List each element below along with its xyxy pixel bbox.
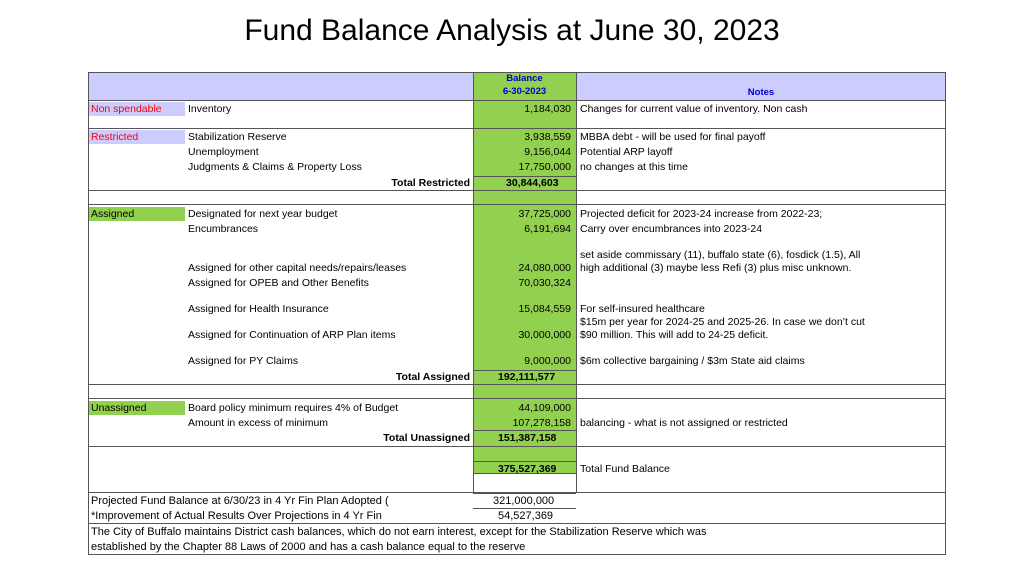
row-value: 3,938,559	[524, 131, 571, 143]
improvement-value: 54,527,369	[498, 510, 554, 522]
row-note: Projected deficit for 2023-24 increase from 2022-23;	[580, 208, 823, 220]
row-value: 9,156,044	[524, 146, 571, 158]
page-title: Fund Balance Analysis at June 30, 2023	[244, 14, 780, 47]
balance-header: Balance	[506, 73, 543, 84]
notes-header: Notes	[747, 87, 775, 98]
row-note: $90 million. This will add to 24-25 deficit.	[580, 329, 769, 341]
row-label: Assigned for Continuation of ARP Plan items	[188, 329, 396, 341]
row-value: 30,000,000	[518, 329, 571, 341]
total-unassigned-label: Total Unassigned	[383, 432, 470, 444]
footer-note-line1: The City of Buffalo maintains District cash balances, which do not earn interest, except for the Stabilization Reserve which was	[91, 526, 707, 538]
row-label: Stabilization Reserve	[188, 131, 287, 143]
total-restricted-value: 30,844,603	[506, 177, 559, 189]
row-note: Changes for current value of inventory. Non cash	[580, 103, 808, 115]
row-value: 24,080,000	[518, 262, 571, 274]
row-label: Judgments & Claims & Property Loss	[188, 161, 362, 173]
total-restricted-label: Total Restricted	[391, 177, 470, 189]
row-value: 15,084,559	[518, 303, 571, 315]
row-note: no changes at this time	[580, 161, 688, 173]
category-unassigned: Unassigned	[89, 401, 185, 415]
improvement-label: *Improvement of Actual Results Over Projections in 4 Yr Fin	[91, 510, 382, 522]
row-label: Inventory	[188, 103, 232, 115]
row-note: high additional (3) maybe less Refi (3) plus misc unknown.	[580, 262, 852, 274]
footer-note-line2: established by the Chapter 88 Laws of 2000 and has a cash balance equal to the reserve	[91, 541, 526, 553]
row-value: 9,000,000	[524, 355, 571, 367]
total-assigned-label: Total Assigned	[395, 371, 470, 383]
row-note: Carry over encumbrances into 2023-24	[580, 223, 763, 235]
row-note: set aside commissary (11), buffalo state (6), fosdick (1.5), All	[580, 249, 861, 261]
row-label: Amount in excess of minimum	[188, 417, 329, 429]
grand-total-note: Total Fund Balance	[580, 463, 670, 475]
row-value: 70,030,324	[518, 277, 571, 289]
row-label: Assigned for OPEB and Other Benefits	[188, 277, 369, 289]
row-label: Assigned for other capital needs/repairs/leases	[188, 262, 407, 274]
row-value: 1,184,030	[524, 103, 571, 115]
row-label: Board policy minimum requires 4% of Budget	[188, 402, 399, 414]
row-label: Assigned for Health Insurance	[188, 303, 329, 315]
row-value: 107,278,158	[512, 417, 571, 429]
row-value: 37,725,000	[518, 208, 571, 220]
category-nonspendable: Non spendable	[89, 102, 185, 116]
row-note: Potential ARP layoff	[580, 146, 673, 158]
row-note: For self-insured healthcare	[580, 303, 705, 315]
grand-total-value: 375,527,369	[498, 463, 557, 475]
row-note: MBBA debt - will be used for final payoff	[580, 131, 766, 143]
total-unassigned-value: 151,387,158	[498, 432, 557, 444]
row-label: Unemployment	[188, 146, 259, 158]
total-assigned-value: 192,111,577	[498, 371, 556, 383]
row-label: Encumbrances	[188, 223, 259, 235]
balance-date-header: 6-30-2023	[502, 86, 547, 97]
fund-balance-table	[88, 72, 946, 555]
projected-label: Projected Fund Balance at 6/30/23 in 4 Yr Fin Plan Adopted (	[91, 495, 389, 507]
row-label: Assigned for PY Claims	[188, 355, 299, 367]
category-assigned: Assigned	[89, 207, 185, 221]
row-value: 6,191,694	[524, 223, 571, 235]
row-value: 17,750,000	[518, 161, 571, 173]
row-note: $6m collective bargaining / $3m State aid claims	[580, 355, 805, 367]
projected-value: 321,000,000	[493, 495, 555, 507]
category-restricted: Restricted	[89, 130, 185, 144]
row-note: balancing - what is not assigned or restricted	[580, 417, 788, 429]
row-note: $15m per year for 2024-25 and 2025-26. In case we don’t cut	[580, 316, 865, 328]
row-value: 44,109,000	[518, 402, 571, 414]
row-label: Designated for next year budget	[188, 208, 338, 220]
